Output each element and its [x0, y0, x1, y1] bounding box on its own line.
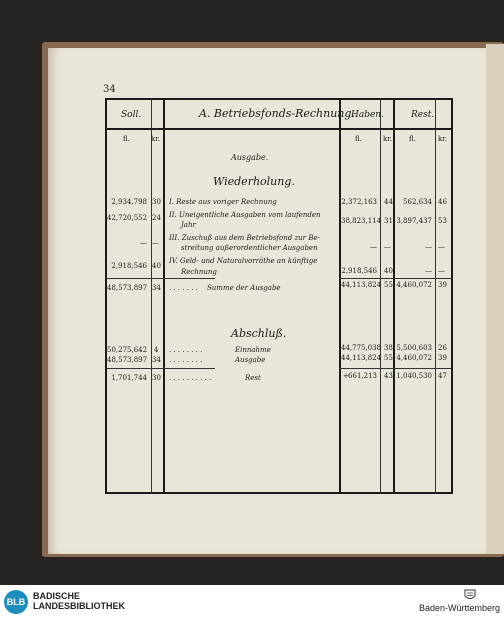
abschluss-leader: . . . . . . . . [169, 346, 203, 354]
unit-kr: kr. [438, 135, 448, 143]
sum-rule-right [339, 278, 451, 279]
header-haben: Haben. [351, 110, 384, 120]
unit-fl: fl. [123, 135, 130, 143]
sum-rest-fl: 4,460,072 [396, 281, 432, 289]
row1-haben-fl: 2,372,163 [341, 198, 377, 206]
sum-haben-kr: 55 [384, 281, 393, 289]
abschluss-leader: . . . . . . . . [169, 356, 203, 364]
rest-rule-right [339, 368, 451, 369]
sum-leader: . . . . . . . [169, 284, 198, 292]
abschluss-einnahme-haben-fl: 44,775,038 [341, 344, 382, 352]
blb-logo[interactable]: BLB [4, 590, 28, 614]
rest-rule-left [107, 368, 215, 369]
row2-rest-kr: 53 [438, 217, 447, 225]
abschluss-ausgabe-haben-fl: 44,113,824 [341, 354, 382, 362]
section-abschluss: Abschluß. [231, 327, 287, 340]
row2-soll-kr: 24 [152, 214, 161, 222]
row1-rest-fl: 562,634 [403, 198, 432, 206]
col-rule [435, 100, 436, 492]
rest-rest-kr: 47 [438, 372, 447, 380]
state-crest-icon [462, 588, 478, 602]
row1-rest-kr: 46 [438, 198, 447, 206]
rest-haben-prefix: + [343, 372, 349, 380]
row2-rest-fl: 3,897,437 [396, 217, 432, 225]
rest-leader: . . . . . . . . . . [169, 374, 212, 382]
row2-soll-fl: 42,720,552 [107, 214, 148, 222]
sum-label: Summe der Ausgabe [207, 284, 281, 292]
row3-rest-fl: — [425, 243, 432, 251]
sum-rule-left [107, 278, 215, 279]
row2-label: II. Uneigentliche Ausgaben vom laufenden [169, 211, 321, 219]
row2-label-cont: Jahr [181, 221, 196, 229]
row1-label: I. Reste aus voriger Rechnung [169, 198, 277, 206]
row1-soll-fl: 2,934,798 [111, 198, 147, 206]
row4-haben-fl: 2,918,546 [341, 267, 377, 275]
rest-haben-kr: 43 [384, 372, 393, 380]
abschluss-ausgabe-rest-fl: 4,460,072 [396, 354, 432, 362]
page-edge [486, 44, 504, 554]
abschluss-einnahme-soll-kr: 4 [154, 346, 159, 354]
library-name [33, 591, 125, 611]
unit-kr: kr. [151, 135, 161, 143]
row4-rest-fl: — [425, 267, 432, 275]
row4-haben-kr: 40 [384, 267, 393, 275]
unit-fl: fl. [409, 135, 416, 143]
header-rest: Rest. [411, 110, 435, 120]
row3-label-cont: streitung außerordentlicher Ausgaben [181, 244, 318, 252]
header-soll: Soll. [121, 110, 142, 120]
row3-rest-kr: — [438, 243, 445, 251]
row2-haben-fl: 38,823,114 [341, 217, 382, 225]
unit-kr: kr. [383, 135, 393, 143]
unit-fl: fl. [355, 135, 362, 143]
row3-soll-kr: — [152, 239, 159, 247]
sum-rest-kr: 39 [438, 281, 447, 289]
abschluss-ausgabe-haben-kr: 55 [384, 354, 393, 362]
abschluss-einnahme-label: Einnahme [235, 346, 271, 354]
row1-soll-kr: 30 [152, 198, 161, 206]
library-name-line1: BADISCHE [33, 591, 81, 601]
sum-soll-fl: 48,573,897 [107, 284, 148, 292]
col-rule [339, 100, 341, 492]
abschluss-ausgabe-label: Ausgabe [235, 356, 266, 364]
section-wiederholung: Wiederholung. [213, 175, 295, 188]
rest-rest-fl: 1,040,530 [396, 372, 432, 380]
rest-label: Rest [245, 374, 261, 382]
abschluss-ausgabe-soll-kr: 34 [152, 356, 161, 364]
col-rule [151, 100, 152, 492]
abschluss-einnahme-rest-fl: 5,500,603 [396, 344, 432, 352]
sum-haben-fl: 44,113,824 [341, 281, 382, 289]
abschluss-ausgabe-soll-fl: 48,573,897 [107, 356, 148, 364]
header-rule [107, 128, 451, 130]
row4-soll-fl: 2,918,546 [111, 262, 147, 270]
abschluss-einnahme-soll-fl: 50,275,642 [107, 346, 148, 354]
row1-haben-kr: 44 [384, 198, 393, 206]
rest-soll-fl: 1,701,744 [111, 374, 147, 382]
col-rule [163, 100, 165, 492]
row3-soll-fl: — [140, 239, 147, 247]
abschluss-einnahme-haben-kr: 38 [384, 344, 393, 352]
ledger-table [105, 98, 453, 494]
row4-label: IV. Geld- und Naturalvorräthe an künftige [169, 257, 318, 265]
page-number: 34 [103, 84, 116, 95]
abschluss-einnahme-rest-kr: 26 [438, 344, 447, 352]
col-rule [380, 100, 381, 492]
rest-soll-kr: 30 [152, 374, 161, 382]
abschluss-ausgabe-rest-kr: 39 [438, 354, 447, 362]
col-rule [393, 100, 395, 492]
row4-label-cont: Rechnung [181, 268, 217, 276]
header-title: A. Betriebsfonds-Rechnung. [199, 107, 355, 120]
state-name: Baden-Württemberg [418, 603, 500, 613]
row4-rest-kr: — [438, 267, 445, 275]
row3-label: III. Zuschuß aus dem Betriebsfond zur Be- [169, 234, 320, 242]
section-ausgabe: Ausgabe. [231, 153, 269, 162]
row3-haben-fl: — [370, 243, 377, 251]
row3-haben-kr: — [384, 243, 391, 251]
sum-soll-kr: 34 [152, 284, 161, 292]
rest-haben-fl: 661,213 [348, 372, 377, 380]
library-name-line2: LANDESBIBLIOTHEK [33, 601, 125, 611]
row2-haben-kr: 31 [384, 217, 393, 225]
row4-soll-kr: 40 [152, 262, 161, 270]
